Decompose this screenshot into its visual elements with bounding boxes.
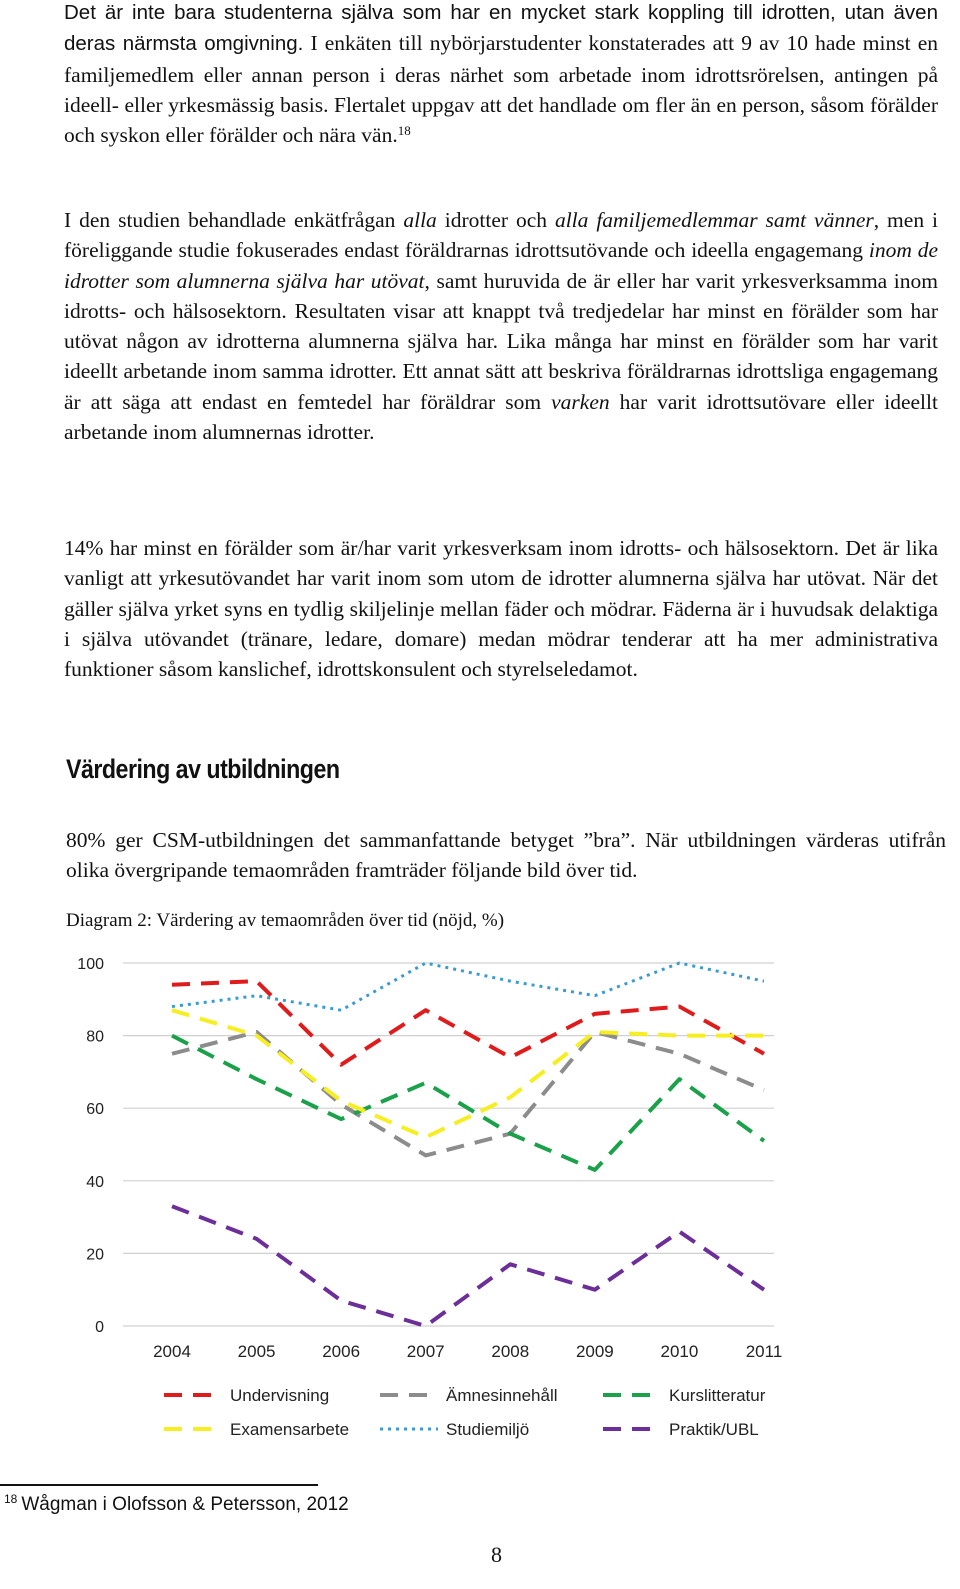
y-tick-label: 60 (86, 1101, 104, 1119)
italic-run: inom de idrotter som alumnerna själva har utövat (64, 238, 938, 293)
legend-label: Undervisning (230, 1386, 330, 1405)
legend-label: Praktik/UBL (669, 1420, 759, 1439)
footnote-number: 18 (4, 1492, 18, 1506)
text-run: , men i föreliggande studie fokuserades endast föräldrarnas idrottsutövande och ideella engagemang (64, 208, 938, 263)
x-tick-label: 2007 (406, 1342, 445, 1361)
rating-paragraph: 80% ger CSM-utbildningen det sammanfattande betyget ”bra”. När utbildningen värderas utifrån olika övergripande temaområden framträder följande bild över tid. (66, 828, 946, 883)
footnote-divider (0, 1484, 318, 1486)
legend-label: Ämnesinnehåll (446, 1386, 558, 1405)
line-chart (60, 945, 820, 1445)
italic-run: alla familjemedlemmar samt vänner (554, 208, 874, 232)
series-line (172, 1032, 764, 1155)
x-tick-label: 2008 (491, 1342, 530, 1361)
legend-label: Kurslitteratur (669, 1386, 766, 1405)
parents-paragraph (64, 205, 938, 447)
legend-label: Examensarbete (230, 1420, 350, 1439)
x-tick-label: 2009 (575, 1342, 614, 1361)
x-tick-label: 2005 (237, 1342, 276, 1361)
chart-caption: Diagram 2: Värdering av temaområden över tid (nöjd, %) (66, 910, 505, 931)
x-tick-label: 2004 (153, 1342, 191, 1361)
intro-paragraph (64, 0, 938, 150)
series-line (172, 1010, 764, 1137)
y-tick-label: 80 (86, 1028, 104, 1046)
series-line (172, 1206, 764, 1326)
text-run: har varit idrottsutövare eller ideellt arbetande inom alumnernas idrotter. (64, 389, 938, 445)
intro-text: I enkäten till nybörjarstudenter konstaterades att 9 av 10 hade minst en familjemedlem eller annan person i deras närhet som arbetade inom idrottsrörelsen, antingen på ideell- eller yrkesmässig basis. Flertalet uppgav att det handlade om fler än en person, såsom förälder och syskon eller förälder och nära vän. (64, 31, 938, 148)
text-run: I den studien behandlade enkätfrågan (64, 208, 404, 232)
page-number: 8 (491, 1542, 502, 1567)
footnote-text: Wågman i Olofsson & Petersson, 2012 (21, 1494, 349, 1515)
intro-sans-text: Det är inte bara studenterna själva som har en mycket stark koppling till idrotten, utan även deras närmsta omgivning. (64, 1, 938, 56)
series-line (172, 1036, 764, 1170)
footnote (4, 1494, 349, 1516)
y-tick-label: 0 (95, 1319, 104, 1336)
x-tick-label: 2006 (322, 1342, 361, 1361)
x-tick-label: 2011 (745, 1342, 783, 1361)
text-run: idrotter och (436, 208, 555, 232)
y-tick-label: 100 (77, 956, 104, 973)
y-tick-label: 20 (86, 1246, 104, 1264)
footnote-reference: 18 (397, 123, 411, 139)
section-heading: Värdering av utbildningen (66, 754, 340, 784)
series-line (172, 981, 764, 1064)
italic-run: varken (551, 389, 610, 414)
text-run: , samt huruvida de är eller har varit yrkesverksamma inom idrotts- och hälsosektorn. Resultaten visar att knappt två tredjedelar har minst en förälder som har utövat någon av idrotterna alumnerna själva har. Lika många har minst en förälder som har varit ideellt arbetande inom samma idrotter. Ett annat sätt att beskriva föräldrarnas idrottsliga engagemang är att säga att endast en femtedel har föräldrar som (64, 268, 938, 414)
legend-label: Studiemiljö (446, 1420, 530, 1439)
y-tick-label: 40 (86, 1173, 104, 1191)
profession-paragraph: 14% har minst en förälder som är/har varit yrkesverksam inom idrotts- och hälsosektorn. Det är lika vanligt att yrkesutövandet har varit inom som utom de idrotter alumnerna själva har utövat. När det gäller själva yrket syns en tydlig skiljelinje mellan fäder och mödrar. Fäderna är i huvudsak delaktiga i själva utövandet (tränare, ledare, domare) medan mödrar tenderar att ha mer administrativa funktioner såsom kanslichef, idrottskonsulent och styrelseledamot. (64, 536, 938, 682)
x-tick-label: 2010 (660, 1342, 699, 1361)
italic-run: alla (403, 208, 437, 232)
